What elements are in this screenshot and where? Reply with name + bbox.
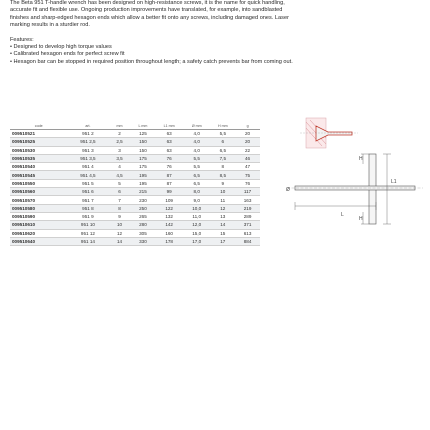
table-row	[10, 146, 260, 154]
table-cell: 951 4	[67, 163, 108, 171]
table-cell: 2,5	[108, 138, 130, 146]
table-cell: 951 3	[67, 146, 108, 154]
table-cell: 8	[210, 163, 235, 171]
dimension-l: L	[341, 212, 344, 218]
table-cell: 305	[131, 229, 156, 237]
dimension-l1: L1	[391, 179, 397, 185]
table-cell: 87	[155, 179, 183, 187]
table-row	[10, 196, 260, 204]
table-cell: 11,0	[183, 212, 211, 220]
table-cell: 9	[108, 212, 130, 220]
table-cell: 163	[235, 196, 260, 204]
table-row	[10, 154, 260, 162]
table-cell: 009510640	[10, 237, 67, 245]
table-cell: 009510540	[10, 163, 67, 171]
table-cell: 280	[131, 221, 156, 229]
column-header: H mm	[210, 116, 235, 130]
table-cell: 5,5	[210, 130, 235, 138]
table-row	[10, 163, 260, 171]
table-row	[10, 179, 260, 187]
table-cell: 4	[108, 163, 130, 171]
table-cell: 009510580	[10, 204, 67, 212]
column-header: g	[235, 116, 260, 130]
table-cell: 009510620	[10, 229, 67, 237]
feature-item: • Designed to develop high torque values	[10, 44, 112, 51]
table-cell: 22	[235, 146, 260, 154]
table-cell: 175	[131, 154, 156, 162]
table-cell: 951 6	[67, 188, 108, 196]
table-cell: 9,0	[183, 196, 211, 204]
table-cell: 951 5	[67, 179, 108, 187]
table-cell: 951 3,5	[67, 154, 108, 162]
table-cell: 6	[210, 138, 235, 146]
table-row	[10, 237, 260, 245]
table-cell: 3	[108, 146, 130, 154]
table-cell: 8,0	[183, 188, 211, 196]
table-cell: 009510545	[10, 171, 67, 179]
table-cell: 951 12	[67, 229, 108, 237]
table-cell: 195	[131, 179, 156, 187]
table-cell: 8,5	[210, 171, 235, 179]
table-cell: 15,0	[183, 229, 211, 237]
table-cell: 87	[155, 171, 183, 179]
t-handle-drawing	[283, 150, 428, 228]
table-cell: 20	[235, 138, 260, 146]
table-cell: 195	[131, 171, 156, 179]
table-cell: 009510530	[10, 146, 67, 154]
features-title: Features:	[10, 36, 34, 43]
table-cell: 132	[155, 212, 183, 220]
table-cell: 10,0	[183, 204, 211, 212]
table-header-row	[10, 116, 260, 130]
table-row	[10, 130, 260, 138]
table-cell: 009510521	[10, 130, 67, 138]
features-list	[10, 44, 300, 66]
table-cell: 17	[210, 237, 235, 245]
table-cell: 76	[235, 179, 260, 187]
table-cell: 009510535	[10, 154, 67, 162]
table-cell: 15	[210, 229, 235, 237]
table-cell: 76	[155, 154, 183, 162]
table-cell: 951 10	[67, 221, 108, 229]
table-cell: 14	[108, 237, 130, 245]
table-cell: 951 14	[67, 237, 108, 245]
table-cell: 150	[131, 138, 156, 146]
table-cell: 4,0	[183, 138, 211, 146]
table-cell: 20	[235, 130, 260, 138]
table-cell: 63	[155, 146, 183, 154]
table-cell: 009510610	[10, 221, 67, 229]
table-cell: 6,5	[183, 179, 211, 187]
table-cell: 6	[108, 188, 130, 196]
dimension-diameter: Ø	[286, 187, 290, 193]
table-cell: 5,5	[183, 154, 211, 162]
table-cell: 009510590	[10, 212, 67, 220]
table-cell: 951 4,5	[67, 171, 108, 179]
table-cell: 142	[155, 221, 183, 229]
table-cell: 11	[210, 196, 235, 204]
table-cell: 5,5	[183, 163, 211, 171]
table-cell: 6,5	[210, 146, 235, 154]
table-cell: 117	[235, 188, 260, 196]
table-cell: 10	[108, 221, 130, 229]
table-row	[10, 138, 260, 146]
table-cell: 371	[235, 221, 260, 229]
table-cell: 12,0	[183, 221, 211, 229]
table-cell: 13	[210, 212, 235, 220]
table-cell: 47	[235, 163, 260, 171]
feature-item: • Calibrated hexagon ends for perfect screw fit	[10, 51, 125, 58]
table-cell: 46	[235, 154, 260, 162]
table-cell: 009510525	[10, 138, 67, 146]
table-cell: 884	[235, 237, 260, 245]
table-cell: 6,5	[183, 171, 211, 179]
table-cell: 4,0	[183, 146, 211, 154]
table-cell: 12	[210, 204, 235, 212]
table-cell: 951 7	[67, 196, 108, 204]
table-cell: 150	[131, 146, 156, 154]
table-cell: 230	[131, 196, 156, 204]
table-cell: 215	[131, 188, 156, 196]
table-cell: 175	[131, 163, 156, 171]
table-row	[10, 212, 260, 220]
table-cell: 951 2	[67, 130, 108, 138]
table-cell: 7,5	[210, 154, 235, 162]
table-cell: 951 2,5	[67, 138, 108, 146]
table-cell: 10	[210, 188, 235, 196]
table-cell: 14	[210, 221, 235, 229]
table-cell: 3,5	[108, 154, 130, 162]
table-cell: 5	[108, 179, 130, 187]
table-cell: 7	[108, 196, 130, 204]
product-description	[10, 0, 300, 66]
intro-paragraph: The Beta 951 T-handle wrench has been designed on high-resistance screws, it is the name for quick handling, accurate fit and flexible use. Ongoing production improvements have translated, for example, into sandblasted finishes and sharp-edged hexagon ends which allow a better fit onto any screws, including damaged ones. Laser marking results in a sturdier rod.	[10, 0, 289, 29]
table-cell: 289	[235, 212, 260, 220]
table-cell: 9	[210, 179, 235, 187]
table-row	[10, 229, 260, 237]
table-cell: 009510560	[10, 188, 67, 196]
table-cell: 75	[235, 171, 260, 179]
table-row	[10, 188, 260, 196]
table-cell: 2	[108, 130, 130, 138]
column-header: code	[10, 116, 67, 130]
feature-item: • Hexagon bar can be stopped in required position throughout length; a safety catch prevents bar from coming out.	[10, 58, 293, 65]
table-cell: 99	[155, 188, 183, 196]
dimension-h-top: H	[359, 156, 363, 162]
table-cell: 178	[155, 237, 183, 245]
table-cell: 4,5	[108, 171, 130, 179]
table-cell: 125	[131, 130, 156, 138]
table-cell: 122	[155, 204, 183, 212]
table-cell: 330	[131, 237, 156, 245]
table-cell: 250	[131, 204, 156, 212]
table-cell: 63	[155, 138, 183, 146]
table-cell: 009510570	[10, 196, 67, 204]
column-header: L1 mm	[155, 116, 183, 130]
table-row	[10, 221, 260, 229]
table-cell: 109	[155, 196, 183, 204]
table-cell: 12	[108, 229, 130, 237]
table-row	[10, 204, 260, 212]
column-header: Ø mm	[183, 116, 211, 130]
table-cell: 160	[155, 229, 183, 237]
table-cell: 8	[108, 204, 130, 212]
table-cell: 63	[155, 130, 183, 138]
table-cell: 951 8	[67, 204, 108, 212]
table-cell: 76	[155, 163, 183, 171]
column-header: mm	[108, 116, 130, 130]
table-body	[10, 130, 260, 246]
table-cell: 009510550	[10, 179, 67, 187]
table-cell: 265	[131, 212, 156, 220]
table-cell: 17,0	[183, 237, 211, 245]
table-cell: 613	[235, 229, 260, 237]
table-cell: 219	[235, 204, 260, 212]
table-cell: 951 9	[67, 212, 108, 220]
column-header: L mm	[131, 116, 156, 130]
dimension-h-bottom: H	[359, 216, 363, 222]
column-header: art.	[67, 116, 108, 130]
specification-table	[10, 116, 260, 246]
table-row	[10, 171, 260, 179]
table-cell: 4,0	[183, 130, 211, 138]
